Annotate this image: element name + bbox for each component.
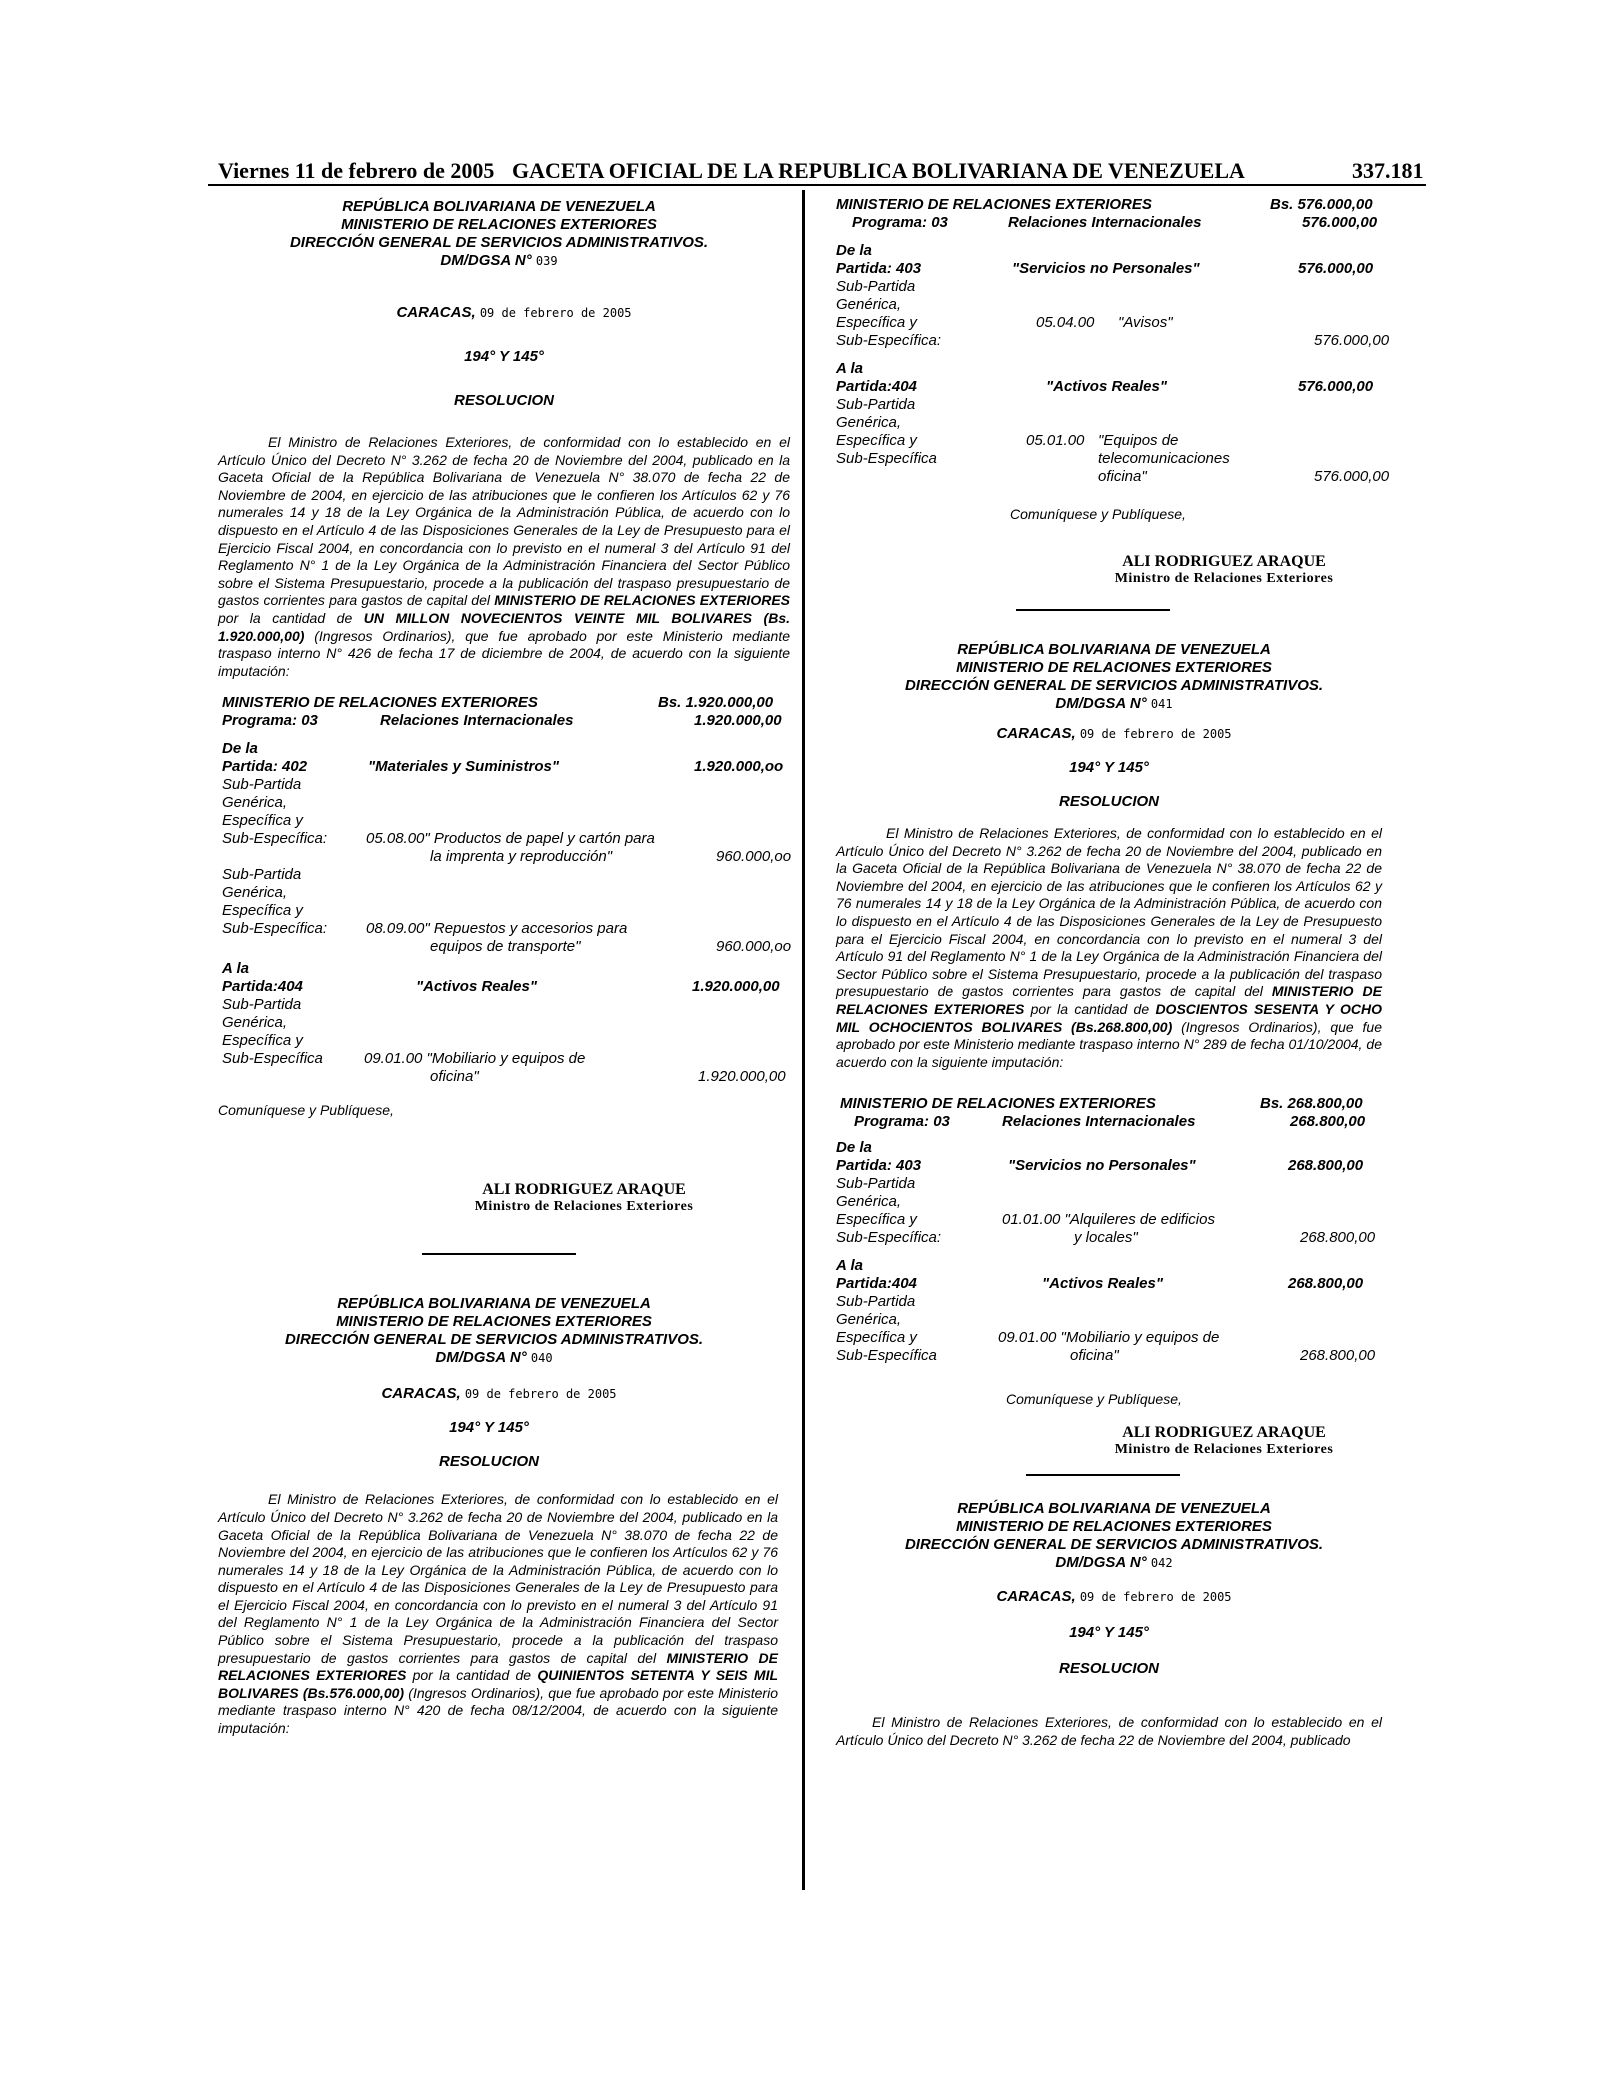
res041-place-date: CARACAS, 09 de febrero de 2005 <box>996 725 1232 742</box>
res041-comuniquese: Comuníquese y Publíquese, <box>1006 1391 1182 1408</box>
res042-heading: REPÚBLICA BOLIVARIANA DE VENEZUELA MINISTERIO DE RELACIONES EXTERIORES DIRECCIÓN GENERAL DE SERVICIOS ADMINISTRATIVOS. DM/DGSA N° 042 <box>904 1500 1324 1572</box>
res040-signature: ALI RODRIGUEZ ARAQUE Ministro de Relaciones Exteriores <box>1114 553 1334 586</box>
res039-years: 194° Y 145° <box>464 348 544 365</box>
res039-signature: ALI RODRIGUEZ ARAQUE Ministro de Relaciones Exteriores <box>474 1181 694 1215</box>
left-column <box>218 198 790 1738</box>
res042-body: El Ministro de Relaciones Exteriores, de conformidad con lo establecido en el Artículo Único del Decreto N° 3.262 de fecha 22 de Noviembre del 2004, publicado <box>836 1714 1382 1748</box>
header-rule <box>208 184 1426 186</box>
res040-place-date: CARACAS, 09 de febrero de 2005 <box>381 1385 617 1403</box>
res042-place-date: CARACAS, 09 de febrero de 2005 <box>996 1588 1232 1606</box>
res040-body: El Ministro de Relaciones Exteriores, de conformidad con lo establecido en el Artículo Único del Decreto N° 3.262 de fecha 20 de Noviembre del 2004, publicado en la Gaceta Oficial de la República Bolivariana de Venezuela N° 38.070 de fecha 22 de Noviembre del 2004, en ejercicio de las atribuciones que le confieren los Artículos 62 y 76 numerales 14 y 18 de la Ley Orgánica de la Administración Pública, de acuerdo con lo dispuesto en el Artículo 4 de las Disposiciones Generales de la Ley de Presupuesto para el Ejercicio Fiscal 2004, en concordancia con lo previsto en el numeral 3 del Artículo 91 del Reglamento N° 1 de la Ley Orgánica de la Administración Financiera del Sector Público sobre el Sistema Presupuestario, procede a la publicación del traspaso presupuestario de gastos corrientes para gastos de capital del MINISTERIO DE RELACIONES EXTERIORES por la cantidad de QUINIENTOS SETENTA Y SEIS MIL BOLIVARES (Bs.576.000,00) (Ingresos Ordinarios), que fue aprobado por este Ministerio mediante traspaso interno N° 420 de fecha 08/12/2004, de acuerdo con la siguiente imputación: <box>218 1491 779 1737</box>
ministry-line: MINISTERIO DE RELACIONES EXTERIORES <box>341 216 657 233</box>
header-date: Viernes 11 de febrero de 2005 <box>218 158 495 183</box>
dm-line: DM/DGSA N° 039 <box>440 252 558 269</box>
res041-heading: REPÚBLICA BOLIVARIANA DE VENEZUELA MINISTERIO DE RELACIONES EXTERIORES DIRECCIÓN GENERAL DE SERVICIOS ADMINISTRATIVOS. DM/DGSA N° 041 <box>904 641 1324 712</box>
res041-signature: ALI RODRIGUEZ ARAQUE Ministro de Relaciones Exteriores <box>1114 1424 1334 1458</box>
res039-resolucion: RESOLUCION <box>453 392 554 409</box>
res039-table: MINISTERIO DE RELACIONES EXTERIORES Bs. 1.920.000,00 Programa: 03 Relaciones Internacionales 1.920.000,00 De la Partida: 402 "Materiales y Suministros" 1.920.000,oo Sub-Partida Genérica, Específica y Sub-Específica: 05.08.00" Productos de papel y cartón para la imprenta y reproducción" 960.000,oo Sub-Partida Genérica, Específica y Sub-Específica: 08.09.00" Repuestos y accesorios para equipos de transporte" 960.000,oo A la Partida:404 "Activos Reales" 1.920.000,00 Sub-Partida Genérica, Específica y Sub-Específica 09.01.00 "Mobiliario y equipos de oficina" 1.920.000,00 <box>222 694 792 1086</box>
res041-body: El Ministro de Relaciones Exteriores, de conformidad con lo establecido en el Artículo Único del Decreto N° 3.262 de fecha 20 de Noviembre del 2004, publicado en la Gaceta Oficial de la República Bolivariana de Venezuela N° 38.070 de fecha 22 de Noviembre del 2004, en ejercicio de las atribuciones que le confieren los Artículos 62 y 76 numerales 14 y 18 de la Ley Orgánica de la Administración Pública, de acuerdo con lo dispuesto en el Artículo 4 de las Disposiciones Generales de la Ley de Presupuesto para el Ejercicio Fiscal 2004, en concordancia con lo previsto en el numeral 3 del Artículo 91 del Reglamento N° 1 de la Ley Orgánica de la Administración Financiera del Sector Público sobre el Sistema Presupuestario, procede a la publicación del traspaso presupuestario de gastos corrientes para gastos de capital del MINISTERIO DE RELACIONES EXTERIORES por la cantidad de DOSCIENTOS SESENTA Y OCHO MIL OCHOCIENTOS BOLIVARES (Bs.268.800,00) (Ingresos Ordinarios), que fue aprobado por este Ministerio mediante traspaso interno N° 289 de fecha 01/10/2004, de acuerdo con la siguiente imputación: <box>836 825 1383 1070</box>
res042-resolucion: RESOLUCION <box>1058 1660 1159 1678</box>
header-title: GACETA OFICIAL DE LA REPUBLICA BOLIVARIANA DE VENEZUELA <box>512 158 1245 183</box>
right-column <box>836 196 1402 1750</box>
res040-resolucion: RESOLUCION <box>438 1453 539 1471</box>
res039-place-date: CARACAS, 09 de febrero de 2005 <box>396 304 632 321</box>
separator <box>1016 609 1170 611</box>
res040-comuniquese: Comuníquese y Publíquese, <box>1010 506 1186 522</box>
res041-years: 194° Y 145° <box>1069 759 1149 776</box>
res039-body: El Ministro de Relaciones Exteriores, de conformidad con lo establecido en el Artículo Único del Decreto N° 3.262 de fecha 20 de Noviembre del 2004, publicado en la Gaceta Oficial de la República Bolivariana de Venezuela N° 38.070 de fecha 22 de Noviembre de 2004, en ejercicio de las atribuciones que le confieren los Artículos 62 y 76 numerales 14 y 18 de la Ley Orgánica de la Administración Pública, de acuerdo con lo dispuesto en el Artículo 4 de las Disposiciones Generales de la Ley de Presupuesto para el Ejercicio Fiscal 2004, en concordancia con lo previsto en el numeral 3 del Artículo 91 del Reglamento N° 1 de la Ley Orgánica de la Administración Financiera del Sector Público sobre el Sistema Presupuestario, procede a la publicación del traspaso presupuestario de gastos corrientes para gastos de capital del MINISTERIO DE RELACIONES EXTERIORES por la cantidad de UN MILLON NOVECIENTOS VEINTE MIL BOLIVARES (Bs. 1.920.000,00) (Ingresos Ordinarios), que fue aprobado por este Ministerio mediante traspaso interno N° 426 de fecha 17 de diciembre de 2004, de acuerdo con la siguiente imputación: <box>218 434 791 679</box>
res039-heading <box>208 198 790 270</box>
res041-table: MINISTERIO DE RELACIONES EXTERIORES Bs. 268.800,00 Programa: 03 Relaciones Internacionales 268.800,00 De la Partida: 403 "Servicios no Personales" 268.800,00 Sub-Partida Genérica, Específica y 01.01.00 "Alquileres de edificios Sub-Específica: y locales" 268.800,00 A la Partida:404 "Activos Reales" 268.800,00 Sub-Partida Genérica, Específica y 09.01.00 "Mobiliario y equipos de Sub-Específica oficina" 268.800,00 <box>836 1095 1376 1365</box>
republic-line: REPÚBLICA BOLIVARIANA DE VENEZUELA <box>342 198 656 215</box>
res042-years: 194° Y 145° <box>1069 1624 1149 1642</box>
res040-years: 194° Y 145° <box>449 1419 529 1437</box>
res040-heading: REPÚBLICA BOLIVARIANA DE VENEZUELA MINISTERIO DE RELACIONES EXTERIORES DIRECCIÓN GENERAL DE SERVICIOS ADMINISTRATIVOS. DM/DGSA N° 040 <box>284 1295 704 1367</box>
separator <box>422 1253 576 1255</box>
res039-comuniquese: Comuníquese y Publíquese, <box>218 1102 394 1119</box>
res040-table: MINISTERIO DE RELACIONES EXTERIORES Bs. 576.000,00 Programa: 03 Relaciones Internacionales 576.000,00 De la Partida: 403 "Servicios no Personales" 576.000,00 Sub-Partida Genérica, Específica y 05.04.00 "Avisos" Sub-Específica: 576.000,00 A la Partida:404 "Activos Reales" 576.000,00 Sub-Partida Genérica, Específica y 05.01.00 "Equipos de Sub-Específica telecomunicaciones oficina" 576.000,00 <box>836 196 1390 485</box>
separator <box>1026 1474 1180 1476</box>
column-divider <box>802 190 805 1890</box>
direction-line: DIRECCIÓN GENERAL DE SERVICIOS ADMINISTRATIVOS. <box>289 234 709 251</box>
header-page: 337.181 <box>1352 158 1424 183</box>
res041-resolucion: RESOLUCION <box>1058 793 1159 810</box>
